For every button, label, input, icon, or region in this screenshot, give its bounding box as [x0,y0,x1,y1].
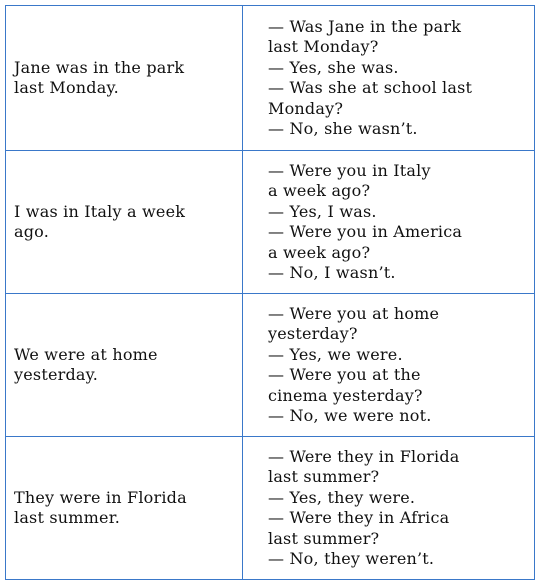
dialogue-cell [243,151,535,294]
statement-cell [6,151,243,294]
statement-text: They were in Florida last summer. [14,487,187,527]
question-line: — Were you at the cinema yesterday? [268,365,423,405]
answer-line: — Yes, they were. [268,487,416,507]
dialogue-cell [243,294,535,437]
question-line: — Were you in Italy a week ago? [268,160,431,200]
table-row [6,294,535,437]
table-row [6,6,535,151]
question-line: — Was Jane in the park last Monday? [268,16,462,56]
answer-line: — Yes, she was. [268,57,399,77]
answer-line: — Yes, I was. [268,201,377,221]
statement-text: We were at home yesterday. [14,344,158,384]
table-row [6,151,535,294]
statement-cell [6,437,243,580]
grammar-table [5,5,535,580]
statement-text: I was in Italy a week ago. [14,201,186,241]
statement-cell [6,294,243,437]
answer-line: — Yes, we were. [268,344,403,364]
question-line: — Were you in America a week ago? [268,222,463,262]
dialogue-cell [243,6,535,151]
dialogue-cell [243,437,535,580]
question-line: — Were you at home yesterday? [268,303,440,343]
question-line: — Was she at school last Monday? [268,78,473,118]
statement-text: Jane was in the park last Monday. [14,57,185,97]
table-row [6,437,535,580]
statement-cell [6,6,243,151]
answer-line: — No, they weren’t. [268,549,435,568]
answer-line: — No, I wasn’t. [268,263,396,282]
question-line: — Were they in Florida last summer? [268,446,460,486]
answer-line: — No, she wasn’t. [268,119,418,138]
question-line: — Were they in Africa last summer? [268,508,450,548]
answer-line: — No, we were not. [268,406,432,425]
